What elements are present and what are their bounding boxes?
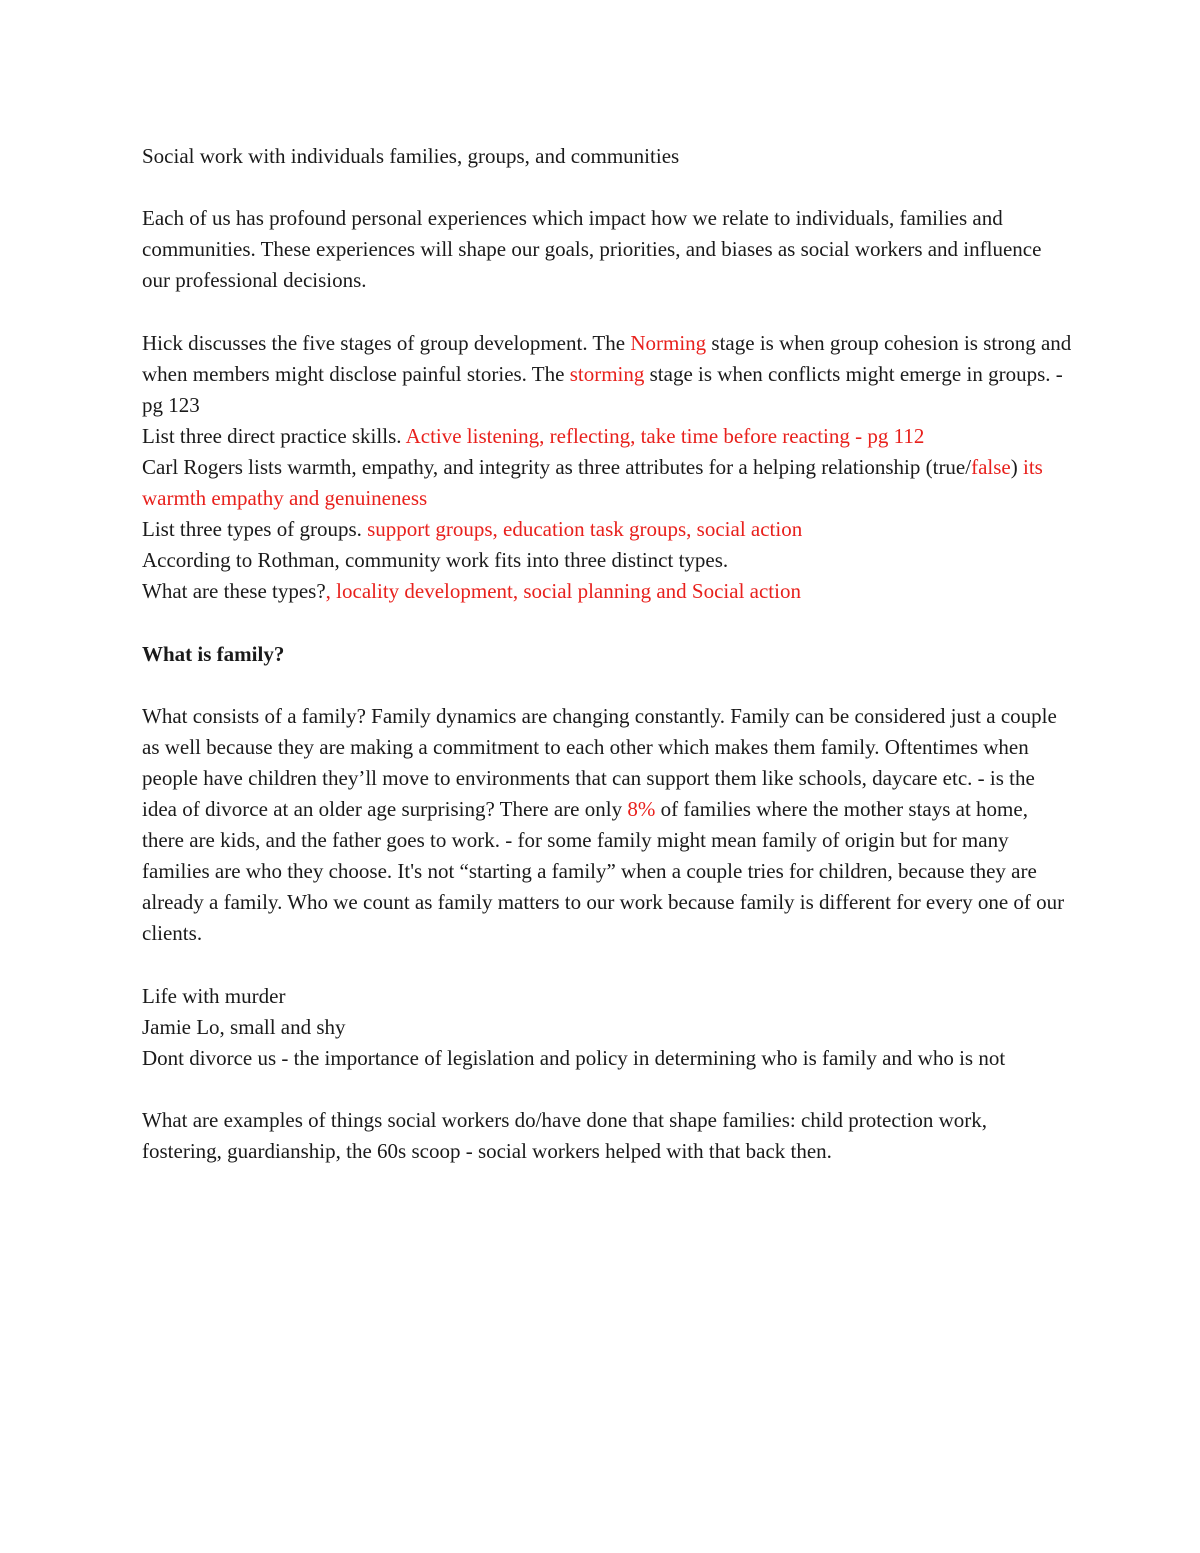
groups-question: List three types of groups. xyxy=(142,517,368,542)
hick-stages-paragraph xyxy=(142,328,1072,421)
skills-question-line xyxy=(142,421,1072,452)
rogers-question: Carl Rogers lists warmth, empathy, and integrity as three attributes for a helping relationship (true/ xyxy=(142,454,972,479)
rothman-question: What are these types? xyxy=(142,579,326,604)
video-item: Life with murder xyxy=(142,983,286,1008)
rogers-false-word: false xyxy=(971,454,1011,479)
rothman-question-line xyxy=(142,576,1072,607)
rothman-answer: , locality development, social planning and Social action xyxy=(325,579,801,604)
norming-term: Norming xyxy=(630,330,707,355)
document-title: Social work with individuals families, groups, and communities xyxy=(142,144,680,168)
skills-answer: Active listening, reflecting, take time before reacting - pg 112 xyxy=(405,423,925,448)
intro-paragraph: Each of us has profound personal experiences which impact how we relate to individuals, families and communities. These experiences will shape our goals, priorities, and biases as social workers and influence our professional decisions. xyxy=(142,206,1042,293)
video-item: Jamie Lo, small and shy xyxy=(142,1014,346,1039)
document-body xyxy=(142,141,1072,1198)
storming-term: storming xyxy=(569,361,645,386)
notes-block xyxy=(142,328,1072,608)
video-item: Dont divorce us - the importance of legislation and policy in determining who is family and who is not xyxy=(142,1045,1006,1070)
rogers-question-line xyxy=(142,452,1072,514)
groups-question-line xyxy=(142,514,1072,545)
hick-text-3: stage is when conflicts might emerge in groups. - pg 123 xyxy=(142,361,1063,417)
family-text-2: of families where the mother stays at home, there are kids, and the father goes to work. - for some family might mean family of origin but for many families are who they choose. It's not “starting a family” when a couple tries for children, because they are already a family. Who we count as family matters to our work because family is different for every one of our clients. xyxy=(142,796,1065,946)
hick-text-2: stage is when group cohesion is strong and when members might disclose painful stories. The xyxy=(142,330,1072,386)
family-heading: What is family? xyxy=(142,641,285,666)
family-text-1: What consists of a family? Family dynamics are changing constantly. Family can be considered just a couple as well because they are making a commitment to each other which makes them family. Oftentimes when people have children they’ll move to environments that can support them like schools, daycare etc. - is the idea of divorce at an older age surprising? There are only xyxy=(142,703,1057,821)
rothman-statement: According to Rothman, community work fits into three distinct types. xyxy=(142,548,729,573)
family-percent: 8% xyxy=(627,796,656,821)
groups-answer: support groups, education task groups, social action xyxy=(367,517,803,542)
family-paragraph xyxy=(142,701,1072,950)
rogers-close-paren: ) xyxy=(1010,454,1018,479)
video-list xyxy=(142,981,1072,1074)
hick-text-1: Hick discusses the five stages of group development. The xyxy=(142,330,631,355)
skills-question: List three direct practice skills. xyxy=(142,423,406,448)
rogers-answer: its warmth empathy and genuineness xyxy=(142,454,1043,511)
examples-paragraph: What are examples of things social workers do/have done that shape families: child protection work, fostering, guardianship, the 60s scoop - social workers helped with that back then. xyxy=(142,1107,987,1163)
